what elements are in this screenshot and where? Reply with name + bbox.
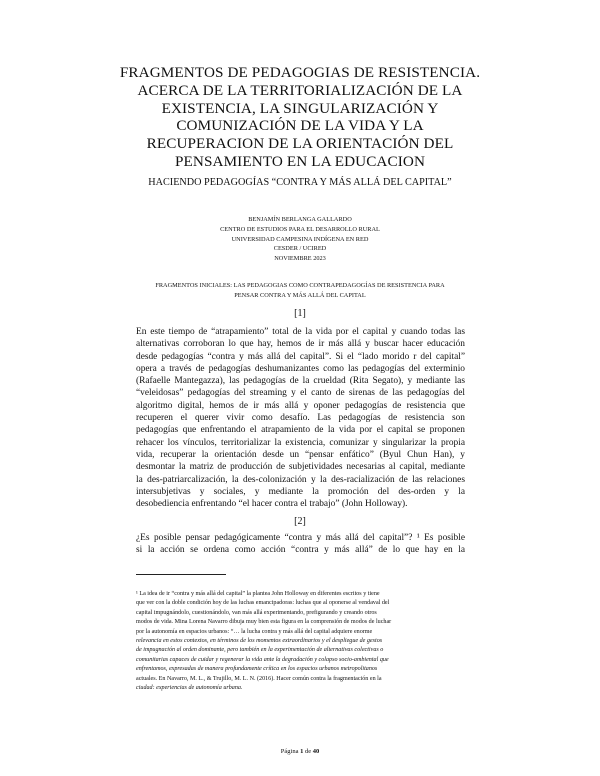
paragraph-line: intersubjetivas y sociales, y mediante la promoción del des-orden y la (136, 486, 465, 497)
paragraph-line: algoritmo digital, hemos de ir más allá y oponer pedagogías de resistencia que (136, 400, 465, 411)
title-line: COMUNIZACIÓN DE LA VIDA Y LA (176, 117, 424, 135)
paragraph-line: rehacer los vínculos, territorializar la existencia, comunizar y singularizar la propia (136, 437, 465, 448)
footnote-separator (136, 574, 226, 575)
paragraph-line: desobediencia enfrentando “el hacer contra el trabajo” (John Holloway). (136, 499, 408, 510)
title-line: EXISTENCIA, LA SINGULARIZACIÓN Y (161, 99, 439, 117)
footnote-line: ciudad: experiencias de autonomía urbana. (136, 685, 243, 692)
footer-of: de (304, 748, 312, 755)
paragraph-line: la des-patriarcalización, la des-colonización y la des-racialización de las relaciones (136, 474, 465, 485)
footnote-line: capital impugnándolo, cuestionándolo, van más allá experimentando, prefigurando y creando otros (136, 609, 377, 616)
paragraph-line: alternativas corroboran lo que hay, hemos de ir más allá y buscar hacer educación (136, 339, 465, 350)
author-date: NOVIEMBRE 2023 (274, 255, 326, 263)
paragraph-2 (136, 532, 465, 557)
footnote-line: relevancia en estos contextos, en términos de los momentos extraordinarios y el despliegue de gestos (136, 638, 383, 645)
section-heading-line: PENSAR CONTRA Y MÁS ALLÁ DEL CAPITAL (234, 291, 366, 299)
paragraph-line: desde pedagogías “contra y más allá del capital”. Si el “lado morido r del capital” (136, 351, 465, 362)
footnote-line: que ver con la doble condición hoy de las luchas emancipadoras: luchas que al oponerse al vendaval del (136, 600, 390, 607)
footer-page-number: 1 (300, 748, 304, 755)
paragraph-line: En este tiempo de “atrapamiento” total de la vida por el capital y cuando todas las (136, 327, 465, 337)
section-heading (120, 281, 480, 300)
footer-total-pages: 40 (312, 748, 320, 755)
footnote-line: enfrentamos, expresadas de manera profundamente crítica en los espacios urbanos metropolitanos (136, 666, 378, 673)
paragraph-1 (136, 326, 465, 510)
footer-prefix: Página (280, 748, 299, 755)
footnote-line: por la autonomía en espacios urbanos: “… la lucha contra y más allá del capital adquiere enorme (136, 628, 373, 635)
paragraph-marker-2: [2] (294, 516, 306, 527)
footnote-line: ¹ La idea de ir “contra y más allá del capital” la plantea John Holloway en diferentes escritos y tiene (136, 591, 380, 597)
author-block (150, 215, 450, 264)
author-affiliation: CENTRO DE ESTUDIOS PARA EL DESARROLLO RURAL (220, 225, 380, 233)
paragraph-line: recuperen el querer vivir como desafío. Las pedagogías de resistencia son (136, 413, 465, 424)
title-line: FRAGMENTOS DE PEDAGOGIAS DE RESISTENCIA. (119, 64, 481, 81)
footnote-line: actuales. En Navarro, M. L., & Trujillo, M. L. N. (2016). Hacer común contra la fragmentación en la (136, 675, 382, 682)
footnote-1 (136, 590, 465, 693)
title-line: ACERCA DE LA TERRITORIALIZACIÓN DE LA (137, 81, 463, 99)
document-title (90, 64, 510, 171)
paragraph-line: vida, recuperar la orientación desde un “pensar enfático” (Byul Chun Han), y (136, 449, 465, 460)
title-line: RECUPERACION DE LA ORIENTACIÓN DEL (146, 135, 454, 153)
section-heading-line: FRAGMENTOS INICIALES: LAS PEDAGOGIAS COMO CONTRAPEDAGOGÍAS DE RESISTENCIA PARA (155, 282, 445, 289)
paragraph-line: opera a través de pedagogías deshumanizantes como las pedagogías del exterminio (136, 363, 465, 374)
paragraph-marker-1: [1] (294, 308, 306, 319)
author-affiliation: CESDER / UCIRED (273, 245, 327, 253)
author-affiliation: UNIVERSIDAD CAMPESINA INDÍGENA EN RED (231, 235, 369, 243)
paragraph-line: ¿Es posible pensar pedagógicamente “contra y más allá del capital”? ¹ Es posible (136, 533, 465, 543)
paragraph-line: si la acción se ordena como acción “contra y más allá” de lo que hay en la (136, 545, 465, 556)
paragraph-line: (Rafaelle Mantegazza), las pedagogías de la crueldad (Rita Segato), y mediante las (136, 376, 465, 387)
footnote-line: de impugnación al orden dominante, pero también en la experimentación de alternativas colectivas o (136, 647, 384, 654)
paragraph-line: pedagogías que enfrentando el atrapamiento de la vida por el capital se proponen (136, 425, 465, 436)
paragraph-line: “veleidosas” pedagogías del streaming y el canto de sirenas de las pedagogías del (136, 388, 465, 399)
title-line: PENSAMIENTO EN LA EDUCACION (174, 152, 426, 170)
page-footer (250, 748, 350, 755)
author-name: BENJAMÍN BERLANGA GALLARDO (248, 216, 352, 223)
paragraph-line: desmontar la matriz de producción de subjetividades necesarias al capital, mediante (136, 462, 465, 473)
footnote-line: modos de vida. Mina Lorena Navarro dibuja muy bien esta figura en la comprensión de modos de luchar (136, 619, 392, 626)
document-subtitle: HACIENDO PEDAGOGÍAS “CONTRA Y MÁS ALLÁ DEL CAPITAL” (148, 177, 452, 188)
footnote-line: comunitarias capaces de cuidar y regenerar la vida ante la degradación y colapso socio-ambiental que (136, 656, 389, 663)
